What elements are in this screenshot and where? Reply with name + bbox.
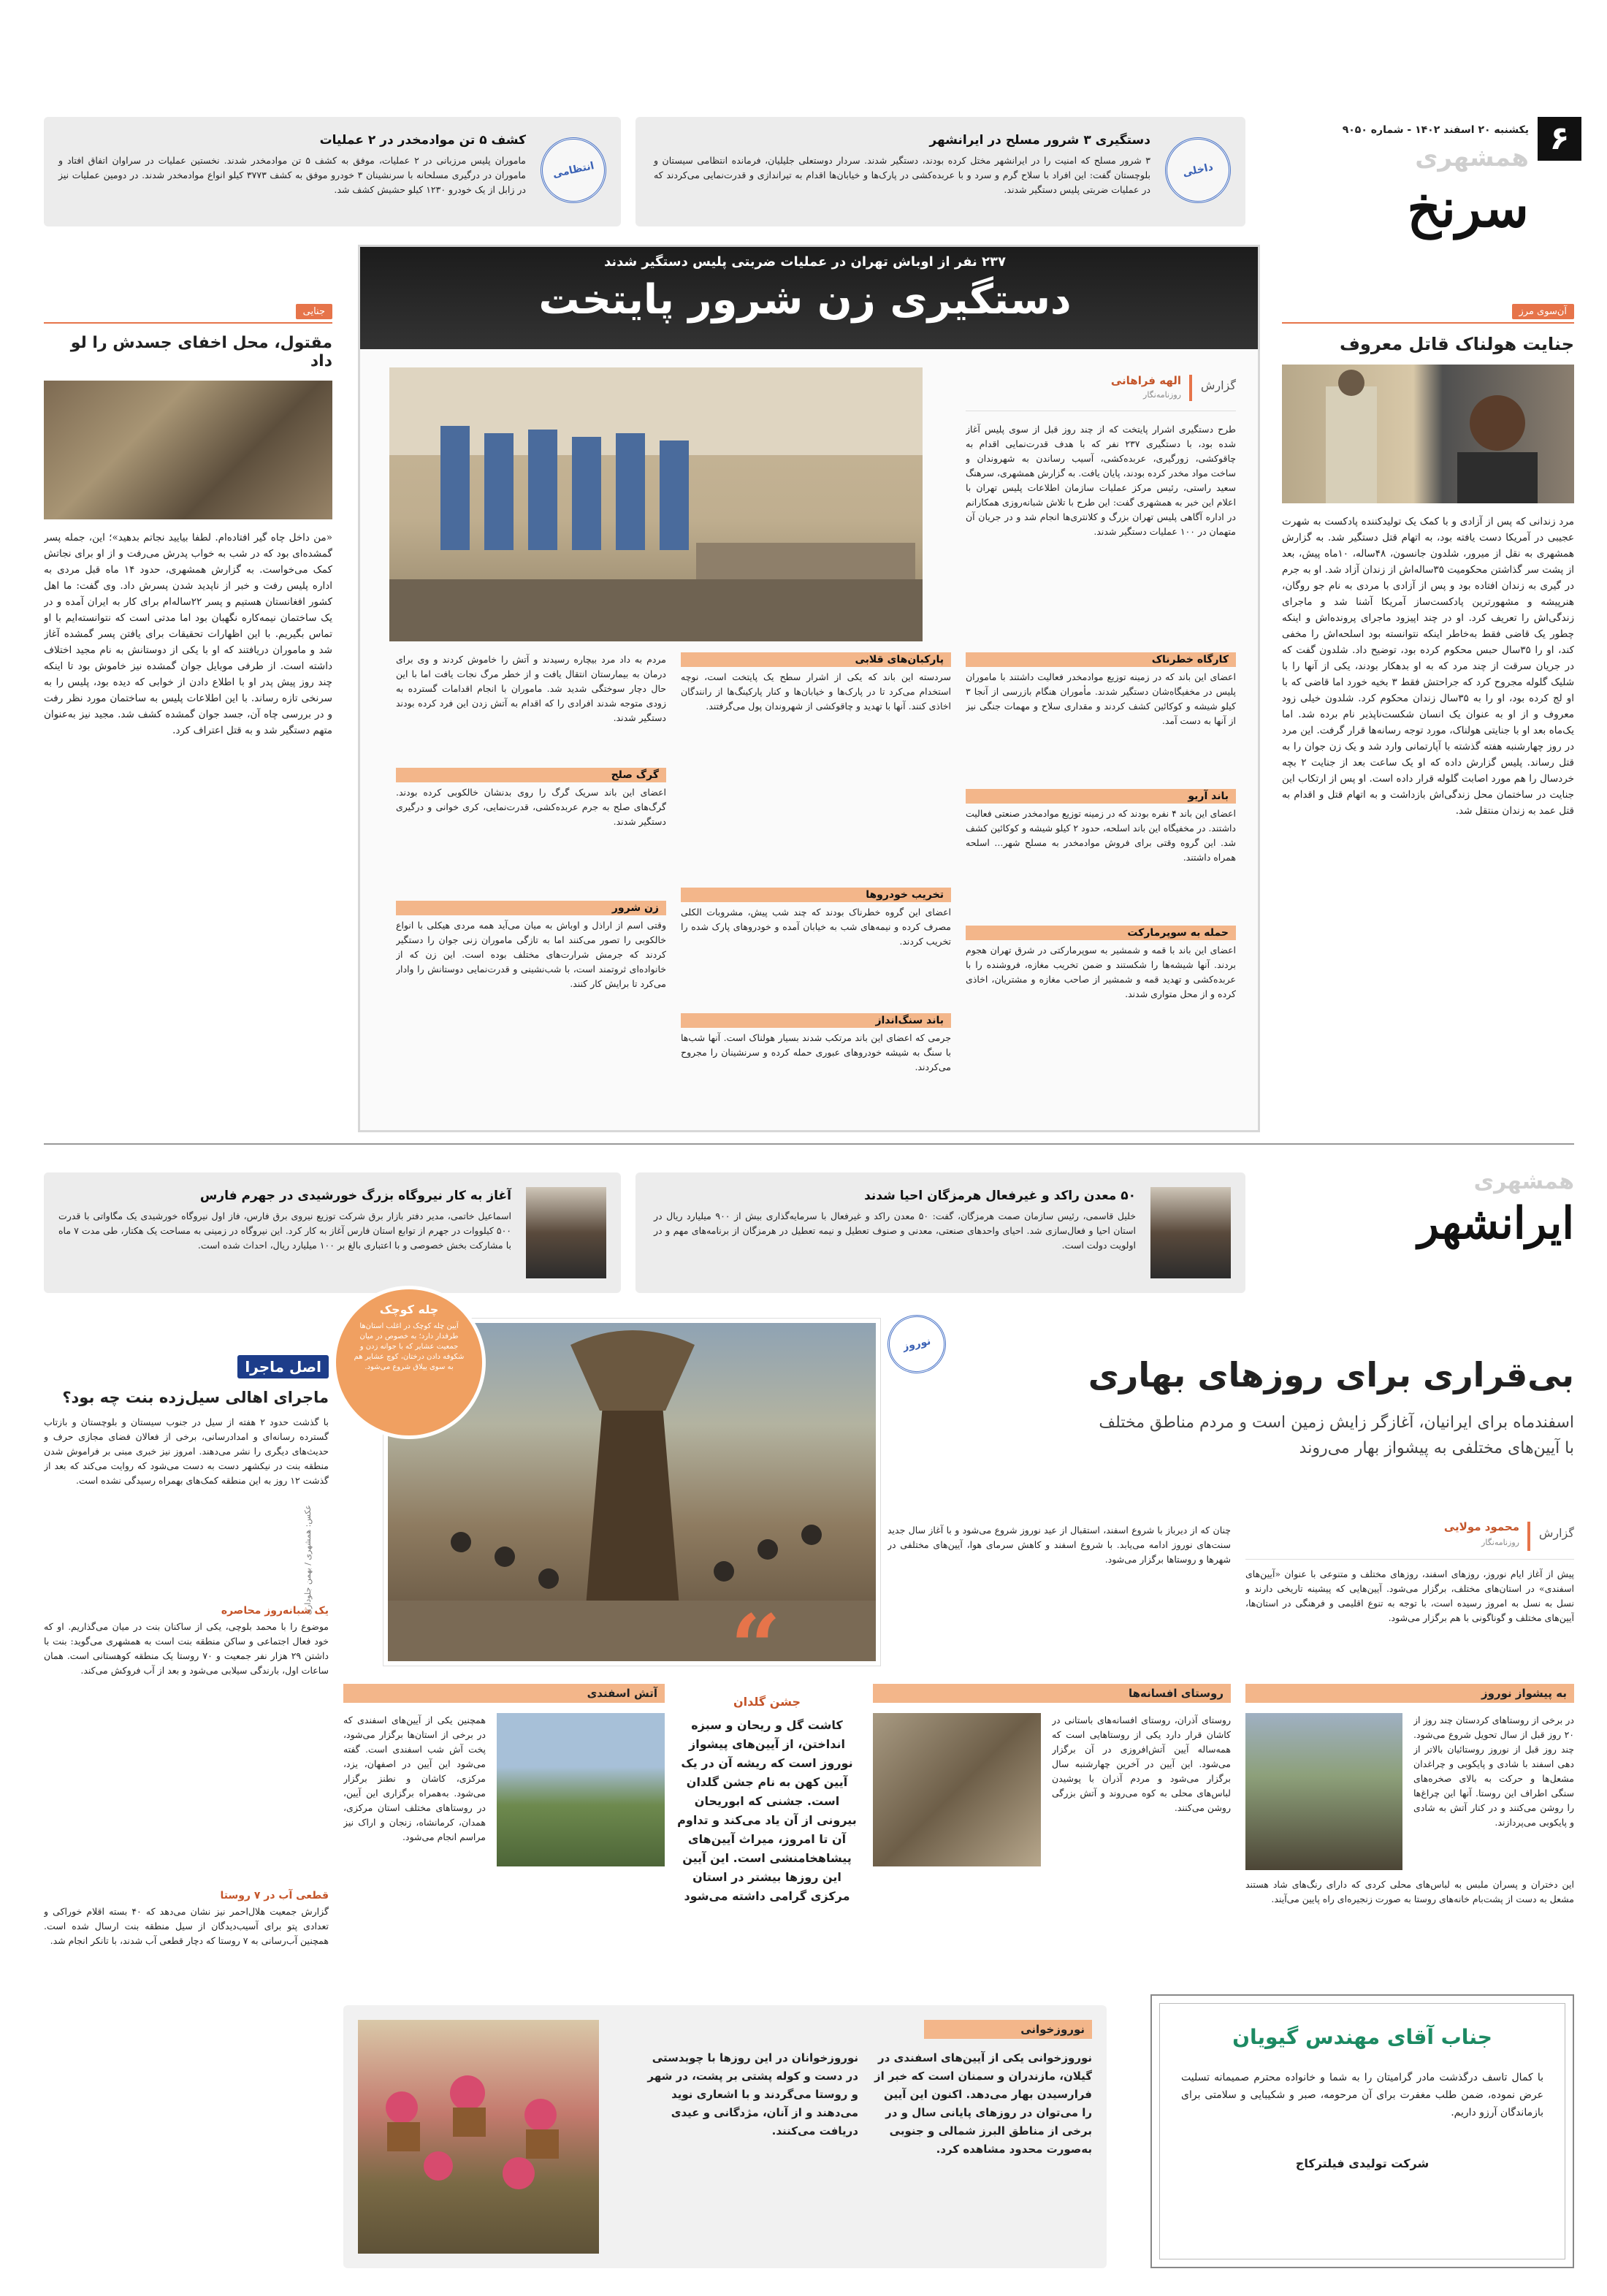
spring-subhead-1: اسفندماه برای ایرانیان، آغازگر زایش زمین است و مردم مناطق مختلف xyxy=(1099,1414,1574,1432)
atash-title: آتش اسفندی xyxy=(343,1684,665,1703)
ad-body: با کمال تاسف درگذشت مادر گرامیتان را به شما و خانواده محترم صمیمانه تسلیت عرض نموده، ضمن طلب مغفرت برای آن مرحومه، صبر و شکیبایی و سلامتی برای بازماندگان آرزو داریم. xyxy=(1181,2072,1543,2118)
left-column-headline: مقتول، محل اخفای جسدش را لو داد xyxy=(70,334,332,370)
page-number: ۶ xyxy=(1538,117,1581,161)
right-column xyxy=(1282,303,1574,1121)
iranshahr-brief-right xyxy=(635,1172,1245,1293)
pishvaz-body: در برخی از روستاهای کردستان چند روز از ۲۰ روز قبل از سال تحویل شروع می‌شود. چند روز قبل از نوروز روستائیان بالاتر از دهی اسفند با شادی و پایکوبی و چراغدان مشعل‌ها و حرکت به بالای صخره‌های سنگی اطراف این روستا. آنها این چراغ‌ها را روشن می‌کنند و در کنار آتش به شادی و پایکوبی می‌پردازند. xyxy=(1413,1715,1574,1828)
report-label: گزارش xyxy=(1200,378,1236,392)
jashn-body: کاشت گل و ریحان و سبزه انداختن، از آیین‌های پیشواز نوروز است که ریشه آن در یک آیین کهن به نام جشن گلدان است. جشنی که ابوریحان بیرونی از آن یاد می‌کند و تداوم آن تا امروز، میراث آیین‌های پیشاهخامنشی است. این آیین این روزها بیشتر در استان مرکزی گرامی داشته می‌شود xyxy=(677,1718,857,1903)
rustaha-section xyxy=(873,1684,1231,1991)
detainees-illustration xyxy=(389,367,923,641)
official-photo-2 xyxy=(526,1187,606,1278)
atash-section xyxy=(343,1684,665,1991)
ad-signature: شرکت تولیدی فیلترکاج xyxy=(1295,2156,1429,2170)
asl-majara-headline: ماجرای اهالی سیل‌زده بنت چه بود؟ xyxy=(62,1389,329,1406)
asl-majara-sub2-body: گزارش جمعیت هلال‌احمر نیز نشان می‌دهد که ۴۰ بسته اقلام خوراکی و تعدادی پتو برای آسیب‌دیدگان از سیل منطقه بنت ارسال شده است. همچنین آب‌رسانی به ۷ روستا که دچار قطعی آب شدند، با تانکر انجام شد. xyxy=(44,1906,329,1946)
atash-body: همچنین یکی از آیین‌های اسفندی که در برخی از استان‌ها برگزار می‌شود، پخت آش شب اسفندی است. گفته می‌شود این آیین در اصفهان، یزد، مرکزی، کاشان و نطنز برگزار می‌شود. به‌همراه برگزاری این آیین، در روستاهای مختلف استان مرکزی، همدان، کرمانشاه، زنجان و اراک نیز مراسم انجام می‌شود. xyxy=(343,1715,486,1842)
chela-callout xyxy=(336,1289,482,1435)
date-line: یکشنبه ۲۰ اسفند ۱۴۰۲ - شماره ۹۰۵۰ xyxy=(1342,124,1529,136)
main-col-3 xyxy=(396,652,666,1137)
iranshahr-brief-left xyxy=(44,1172,621,1293)
main-story xyxy=(358,245,1260,1132)
nowruzkhani-photo xyxy=(358,2020,599,2254)
spring-subhead-2: با آیین‌های مختلفی به پیشواز بهار می‌روند xyxy=(1299,1439,1574,1457)
sec-body-6: اعضای این باند سریک گرگ را روی بدنشان خالکوبی کرده بودند. گرگ‌های صلح به جرم عربده‌کشی، قدرت‌نمایی، کری خوانی و درگیری دستگیر شدند. xyxy=(396,787,666,827)
sec-title-3: پارکبان‌های قلابی xyxy=(681,652,951,667)
logo: همشهری xyxy=(1415,143,1529,172)
jashn-section xyxy=(676,1695,858,1987)
brief-right-title: دستگیری ۳ شرور مسلح در ایرانشهر xyxy=(929,133,1150,148)
jashn-title: جشن گلدان xyxy=(733,1695,801,1709)
iranshahr-brief-right-body: خلیل قاسمی، رئیس سازمان صمت هرمزگان، گفت: ۵۰ معدن راکد و غیرفعال با سرمایه‌گذاری بیش از ۹۰۰ میلیارد ریال در استان احیا و فعال‌سازی شد. احیای واحدهای صنعتی، معدنی و صنوف تعطیل و نیمه تعطیل در هرمزگان از برنامه‌های مهم و در اولویت دولت است. xyxy=(654,1210,1137,1251)
photo-credit: عکس: همشهری / بهمن جلوداری xyxy=(303,1505,313,1615)
rustaha-photo xyxy=(873,1713,1041,1866)
stamp-internal: داخلی xyxy=(1159,131,1237,210)
pishvaz-title: به پیشواز نوروز xyxy=(1245,1684,1574,1703)
brief-left-title: کشف ۵ تن موادمخدر در ۲ عملیات xyxy=(319,133,526,148)
spring-intro-2: چنان که از دیرباز با شروع اسفند، استقبال از عید نوروز شروع می‌شود و با آغاز سال جدید سنت‌های نوروز ادامه می‌یابد. با شروع اسفند و کاهش سرمای هوا، آیین‌های مختلفی در شهرها و روستاها برگزار می‌شود. xyxy=(888,1525,1231,1565)
main-col-2 xyxy=(681,652,951,1118)
left-column-photo xyxy=(44,381,332,519)
main-story-headline: دستگیری زن شرور پایتخت xyxy=(538,276,1072,324)
nowruzkhani-section xyxy=(343,2005,1107,2268)
iranshahr-brief-left-body: اسماعیل خاتمی، مدیر دفتر بازار برق شرکت توزیع نیروی برق فارس، فاز اول نیروگاه خورشیدی یک مگاواتی با قدرت ۵۰۰ کیلووات در جهرم از توابع استان فارس آغاز به کار کرد. این نیروگاه در زمینی به مساحت یک هکتار، طی مدت ۷ ماه با مشارکت بخش خصوصی و با اعتباری بالغ بر ۱۰۰ میلیارد ریال، احداث شده است. xyxy=(58,1210,512,1251)
spring-report-bar xyxy=(1527,1522,1530,1551)
stamp-nowruz: نوروز xyxy=(882,1310,952,1379)
rustaha-title: روستای افسانه‌ها xyxy=(873,1684,1231,1703)
iranshahr-logo: ایرانشهر xyxy=(1417,1198,1574,1249)
rustaha-body: روستای آذران، روستای افسانه‌های باستانی در کاشان قرار دارد یکی از روستاهایی است که همه‌ساله آیین آتش‌افروزی در آن برگزار می‌شود. این آیین در آخرین چهارشنبه سال برگزار می‌شود و مردم آذران با پوشیدن لباس‌های محلی به کوه می‌روند و آتش بزرگی روشن می‌کنند. xyxy=(1052,1715,1231,1813)
spring-author-role: روزنامه‌نگار xyxy=(1481,1538,1519,1547)
sec-title-2: حمله به سوپرمارکت xyxy=(966,926,1236,940)
sec-title-1: باند آریو xyxy=(966,789,1236,804)
report-bar xyxy=(1189,375,1192,401)
condolence-ad xyxy=(1150,1994,1574,2268)
sec-title-0: کارگاه خطرناک xyxy=(966,652,1236,667)
spring-byline xyxy=(1245,1516,1574,1560)
asl-majara-sub1-body: موضوع را با محمد بلوچی، یکی از ساکنان بنت در میان می‌گذاریم. او که خود فعال اجتماعی و ساکن منطقه بنت است به همشهری می‌گوید: بنت با داشتن ۲۹ هزار نفر جمعیت و ۷۰ روستا یک منطقه کوهستانی است. همان ساعات اول، بارندگی سیلابی می‌شود و بعد از آب فروکش می‌کند. xyxy=(44,1621,329,1676)
asl-majara-sub2-title: قطعی آب در ۷ روستا xyxy=(220,1890,329,1902)
main-story-intro: طرح دستگیری اشرار پایتخت که از چند روز قبل از سوی پلیس آغاز شده بود، با دستگیری ۲۳۷ نفر که با هدف قدرت‌نمایی اقدام به چاقوکشی، زورگیری، عربده‌کشی، آسیب رساندن به شهروندان و ساخت مواد مخدر کرده بودند، پایان یافت. به گزارش همشهری، سرهنگ سعید راستی، رئیس مرکز عملیات سازمان اطلاعات پلیس تهران با اعلام این خبر به همشهری گفت: این طرح با تلاش شبانه‌روزی همکارانم در اداره آگاهی پلیس تهران بزرگ و کلانتری‌ها انجام شد و در جریان آن متهمان در ۱۰۰ عملیات دستگیر شدند. xyxy=(966,424,1236,537)
brief-left-body: ماموران پلیس مرزبانی در ۲ عملیات، موفق به کشف ۵ تن موادمخدر شدند. نخستین عملیات در سراوان اتفاق افتاد و ماموران در درگیری مسلحانه با سرنشینان ۳ خودرو موفق به کشف ۳۷۷۳ کیلو انواع موادمخدر شدند. در دومین عملیات نیز در زابل از یک خودرو ۱۲۳۰ کیلو حشیش کشف شد. xyxy=(58,155,527,195)
sec-body-5: جرمی که اعضای این باند مرتکب شدند بسیار هولناک است. آنها شب‌ها با سنگ به شیشه خودروهای عبوری حمله کرده و سرنشینان را مجروح می‌کردند. xyxy=(681,1032,951,1072)
right-column-photo xyxy=(1282,365,1574,503)
nowruzkhani-body-2: نوروزخوانان در این روزها با چوبدستی در دست و کوله پشتی بر پشت، در شهر و روستا می‌گردند و با اشعاری نوید می‌دهند و از آنان، مژدگانی و عیدی دریافت می‌کنند. xyxy=(647,2051,858,2137)
left-column xyxy=(44,303,332,1121)
asl-majara-section xyxy=(44,1355,329,2268)
main-story-closing: مردم به داد مرد بیچاره رسیدند و آتش را خاموش کردند و وی برای درمان به بیمارستان انتقال یافت و از خطر مرگ نجات یافت اما با این حال دچار سوختگی شدید شد. ماموران با انجام اقدامات گسترده به زودی متوجه شدند افرادی را که اقدام به آتش زدن این فرد کرده بودند دستگیر شدند. xyxy=(396,654,666,723)
right-column-tag: آن‌سوی مرز xyxy=(1512,304,1575,319)
asl-majara-body: با گذشت حدود ۲ هفته از سیل در جنوب سیستان و بلوچستان و بازتاب گسترده رسانه‌ای و امدادرسانی، برخی از فعالان فضای مجازی حرف و حدیث‌های دیگری را نشر می‌دهند. امروز نیز خبری مبنی بر فراموش شدن منطقه بنت در نیکشهر دست به دست می‌شود که روایت می‌کند که بعد از گذشت ۱۲ روز به این منطقه کمک‌های بهمراه رسیدگی نشده است. xyxy=(44,1416,329,1486)
spring-headline: بی‌قراری برای روزهای بهاری xyxy=(1088,1355,1574,1395)
main-story-photo xyxy=(389,367,923,641)
spring-intro: پیش از آغاز ایام نوروز، روزهای اسفند، روزهای مختلف و متنوعی با عنوان «آیین‌های اسفندی» در استان‌های مختلف، برگزار می‌شود. آیین‌هایی که پیشینه تاریخی دارند و نسل به نسل به امروز رسیده است، با توجه به تنوع اقلیمی و فرهنگی در استان‌ها، آیین‌های مختلف و گوناگونی با هم برگزار می‌شود. xyxy=(1245,1568,1574,1623)
quote-mark-icon: “ xyxy=(730,1595,782,1698)
spring-author: محمود مولایی xyxy=(1443,1520,1519,1533)
iranshahr-masthead xyxy=(1282,1169,1574,1293)
main-story-author: الهه فراهانی xyxy=(1110,374,1181,387)
spring-header xyxy=(888,1315,1574,1468)
left-column-body: «من داخل چاه گیر افتاده‌ام. لطفا بیایید نجاتم بدهید»؛ این، جمله پسر گمشده‌ای بود که در شب به خواب پدرش می‌رفت و از او برای نجاتش کمک می‌خواست. به گزارش همشهری، حدود ۱۴ ماه قبل مردی به اداره پلیس رفت و خبر از ناپدید شدن پسرش داد. وی گفت: ما اهل کشور افغانستان هستیم و پسر ۲۲ساله‌ام برای کار به ایران آمده و در یک ساختمان نیمه‌کاره نگهبان بود اما مدتی است که نتوانسته‌ایم با او تماس بگیریم. با این اظهارات تحقیقات برای یافتن پسر گمشده آغاز شد و ماموران دریافتند که او با یکی از دوستانش به نام مجید اختلاف داشته است. از طرفی موبایل جوان گمشده نیز خاموش بود تا اینکه چند روز پیش پدر او با اطلاع دادن از خوابی که دیده بود، پلیس را به سرنخی تازه رساند. با این اطلاعات پلیس به ساختمان مورد نظر رفت و در بررسی چاه آن، جسد جوان گمشده کشف شد. مجید نیز به‌عنوان متهم دستگیر شد و به قتل اعتراف کرد. xyxy=(44,532,332,736)
left-column-tag: جنایی xyxy=(296,304,332,319)
right-column-headline: جنایت هولناک قاتل معروف xyxy=(1340,334,1574,354)
asl-majara-sub1-title: یک شبانه‌روز محاصره xyxy=(221,1605,329,1617)
official-photo-1 xyxy=(1150,1187,1231,1278)
pishvaz-body-2: این دختران و پسران ملبس به لباس‌های محلی کردی که دارای رنگ‌های شاد هستند مشعل به دست از پشت‌بام خانه‌های روستا به صورت زنجیره‌ای راه پایین می‌آیند. xyxy=(1245,1879,1574,1904)
main-story-byline xyxy=(966,371,1236,411)
brief-right xyxy=(635,117,1245,226)
iranshahr-logo-small: همشهری xyxy=(1473,1169,1574,1194)
chela-title: چله کوچک xyxy=(379,1303,439,1316)
spring-report-label: گزارش xyxy=(1538,1526,1574,1540)
main-col-1 xyxy=(966,652,1236,1045)
sec-body-7: وقتی اسم از اراذل و اوباش به میان می‌آید همه مردی هیکلی با انواع خالکوبی را تصور می‌کنند اما به تازگی ماموران زنی جوان را دستگیر کردند که جرمش شرارت‌های مختلف بوده است. این زن که از خانواده‌ای ثروتمند است، با شب‌نشینی و قدرت‌نمایی دوستانش را وادار می‌کرد تا برایش کار کنند. xyxy=(396,920,666,989)
portrait-illustration xyxy=(1282,365,1574,503)
pishvaz-photo xyxy=(1245,1713,1402,1870)
asl-majara-logo: اصل ماجرا xyxy=(237,1355,329,1378)
sec-body-1: اعضای این باند ۴ نفره بودند که در زمینه توزیع موادمخدر صنعتی فعالیت داشتند. در مخفیگاه این باند اسلحه، حدود ۲ کیلو شیشه و کوکائین کشف شد. این گروه وقتی برای فروش موادمخدر به مسلح شهر... اسلحه همراه داشتند. xyxy=(966,808,1236,863)
iranshahr-brief-right-title: ۵۰ معدن راکد و غیرفعال هرمزگان احیا شدند xyxy=(864,1189,1136,1203)
chela-body: آیین چله کوچک در اغلب استان‌ها طرفدار دارد؛ به خصوص در میان جمعیت عشایر که با جوانه زدن و شکوفه دادن درختان، کوچ عشایر هم به سوی ییلاق شروع می‌شود. xyxy=(354,1322,465,1371)
sec-title-7: زن شرور xyxy=(396,901,666,915)
iranshahr-brief-left-title: آغاز به کار نیروگاه بزرگ خورشیدی در جهرم فارس xyxy=(199,1189,511,1203)
sec-body-0: اعضای این باند که در زمینه توزیع موادمخدر فعالیت داشتند با ماموران پلیس در مخفیگاه‌شان دستگیر شدند. مأموران هنگام بازرسی از آنجا ۳ کیلو شیشه و کوکائین کشف کردند و مقداری سلاح و مهمات جنگی نیز از آنها به دست آمد. xyxy=(966,671,1236,726)
nowruzkhani-body-1: نوروزخوانی یکی از آیین‌های اسفندی در گیلان، مازندران و سمنان است که خبر از فرارسیدن بهار می‌دهد. اکنون این آیین را می‌توان در روزهای پایانی سال و در برخی از مناطق البرز شمالی و جنوبی به‌صورت محدود مشاهده کرد. xyxy=(874,2051,1092,2156)
section-logo-sarnakh: سرنخ xyxy=(1407,177,1529,239)
brief-right-body: ۳ شرور مسلح که امنیت را در ایرانشهر مختل کرده بودند، دستگیر شدند. سردار دوستعلی جلیلیان، فرمانده انتظامی سیستان و بلوچستان گفت: این افراد با سلاح گرم و سرد و با عربده‌کشی در پارک‌ها و خیابان‌ها اقدام به تیراندازی و قدرت‌نمایی می‌کردند که در عملیات ضربتی پلیس دستگیر شدند. xyxy=(654,155,1150,195)
nowruzkhani-title: نوروزخوانی xyxy=(924,2020,1092,2039)
main-story-header xyxy=(360,247,1258,349)
masthead xyxy=(1282,110,1581,270)
sec-body-4: اعضای این گروه خطرناک بودند که چند شب پیش، مشروبات الکلی مصرف کرده و نیمه‌های شب به خیابان آمده و خودروهای پارک شده را تخریب کردند. xyxy=(681,907,951,947)
main-story-author-role: روزنامه‌نگار xyxy=(1143,390,1181,400)
sec-body-2: اعضای این باند با قمه و شمشیر به سوپرمارکتی در شرق تهران هجوم بردند. آنها شیشه‌ها را شکستند و ضمن تخریب مغازه، فروشنده را با عربده‌کشی و تهدید قمه و شمشیر از صاحب مغازه و مشتریان، اخاذی کرده و از محل متواری شدند. xyxy=(966,945,1236,999)
right-column-body: مرد زندانی که پس از آزادی و با کمک یک تولیدکننده پادکست به شهرت عجیبی در آمریکا دست یافته بود، به اتهام قتل دستگیر شد. به گزارش همشهری به نقل از میرور، شلدون جانسون، ۴۸ساله، ۱۰ماه پیش، بعد از پشت سر گذاشتن محکومیت ۳۵ساله‌اش از زندان آزاد شد. او به جرم در گیری به زندان افتاده بود و پس از آزادی با مردی به نام جو روگان، هنرپیشه و مشهورترین پادکست‌ساز آمریکا آشنا شد و ماجرای زندگی‌اش را تعریف کرد. او در چند اپیزود ماجرای پرونده‌اش و اینکه چطور یک قاضی فقط به‌خاطر اینکه نتوانسته بود اسلحه‌اش را مخفی کند، او را ۳۵سال حبس محکوم کرده بود، توضیح داد. شلدون گفت که در جریان سرقت از چند مرد که به او بدهکار بودند، یکی از آنها را با شلیک گلوله مجروح کرد که جراحتش فقط ۳ بخیه خورد اما قاضی که با او لج کرده بود، او را به ۳۵سال زندان محکوم کرد. شلدون خیلی زود معروف و از او به عنوان یک انسان شکست‌ناپذیر نام برده شد. اما یک‌ماه بعد او با جنایتی هولناک، مورد توجه رسانه‌ها قرار گرفت. این مرد در روز چهارشنبه هفته گذشته با آپارتمانی وارد شد و یک زن جوان را به قتل رساند. پلیس گزارش داده که او یک ساعت بعد از جنایت ۲ بچه خردسال را هم مورد اصابت گلوله قرار داده است. او پس از ارتکاب این جنایت در ساختمان محل زندگی‌اش بازداشت و به اتهام قتل و اقدام به قتل عمد به زندان منتقل شد. xyxy=(1282,516,1574,817)
sec-body-3: سردسته این باند که یکی از اشرار سطح یک پایتخت است، نوچه استخدام می‌کرد تا در پارک‌ها و خیابان‌ها و کنار پارکینگ‌ها از رانندگان اخاذی کنند. آنها با تهدید و چاقوکشی از شهروندان پول می‌گرفتند. xyxy=(681,671,951,712)
ad-title: جناب آقای مهندس گیویان xyxy=(1232,2025,1492,2049)
atash-photo xyxy=(497,1713,665,1866)
section-divider xyxy=(44,1143,1574,1145)
sec-title-6: گرگ صلح xyxy=(396,768,666,782)
main-story-kicker: ۲۳۷ نفر از اوباش تهران در عملیات ضربتی پلیس دستگیر شدند xyxy=(603,254,1007,270)
pishvaz-section xyxy=(1245,1684,1574,1991)
stamp-police: انتظامی xyxy=(535,131,613,210)
flowerpots-illustration xyxy=(358,2020,599,2254)
sec-title-5: باند سنگ‌انداز xyxy=(681,1013,951,1028)
brief-left xyxy=(44,117,621,226)
sec-title-4: تخریب خودروها xyxy=(681,888,951,902)
